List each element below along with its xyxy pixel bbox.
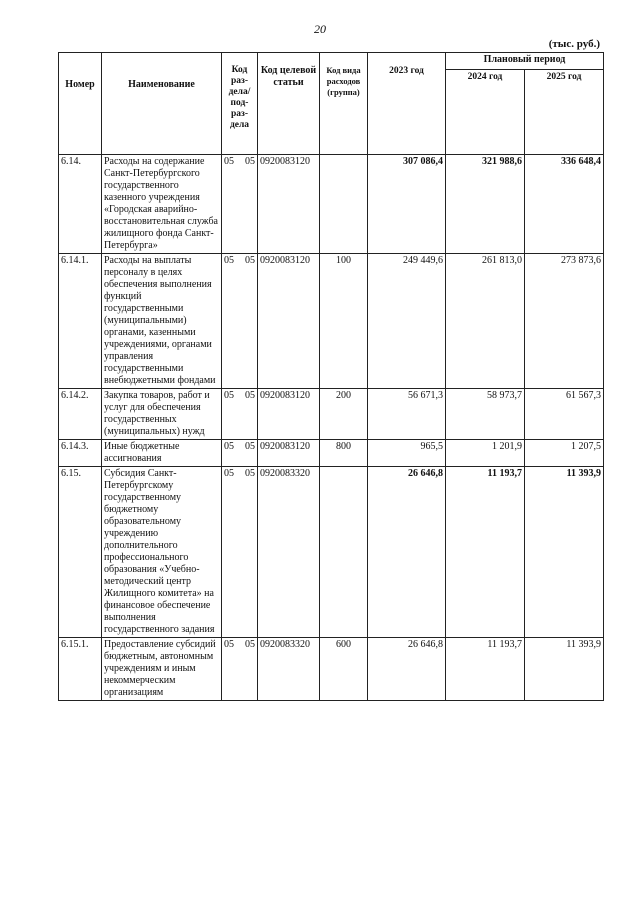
budget-table xyxy=(58,52,604,701)
table-row xyxy=(59,254,604,389)
cell-2023: 249 449,6 xyxy=(368,254,446,389)
cell-number: 6.15. xyxy=(59,467,102,638)
units-label: (тыс. руб.) xyxy=(548,38,600,50)
cell-podrazdel-code: 05 xyxy=(245,441,255,452)
cell-razdel xyxy=(222,254,258,389)
cell-vid xyxy=(320,467,368,638)
header-planned: Плановый период xyxy=(446,53,604,70)
header-vid: Код вида расходов (группа) xyxy=(320,53,368,155)
cell-podrazdel-code: 05 xyxy=(245,639,255,650)
cell-razdel-code: 05 xyxy=(224,156,234,167)
cell-name: Закупка товаров, работ и услуг для обеспечения государственных (муниципальных) нужд xyxy=(102,389,222,440)
cell-razdel xyxy=(222,440,258,467)
cell-vid: 800 xyxy=(320,440,368,467)
cell-2023: 26 646,8 xyxy=(368,638,446,701)
cell-2024: 11 193,7 xyxy=(446,467,525,638)
cell-razdel-code: 05 xyxy=(224,390,234,401)
cell-name: Предоставление субсидий бюджетным, автономным учреждениям и иным некоммерческим организациям xyxy=(102,638,222,701)
cell-podrazdel-code: 05 xyxy=(245,390,255,401)
cell-razdel xyxy=(222,155,258,254)
cell-number: 6.14.2. xyxy=(59,389,102,440)
cell-2025: 11 393,9 xyxy=(525,467,604,638)
cell-number: 6.14.3. xyxy=(59,440,102,467)
header-2023: 2023 год xyxy=(368,53,446,155)
header-number: Номер xyxy=(59,53,102,155)
cell-vid xyxy=(320,155,368,254)
cell-razdel xyxy=(222,389,258,440)
cell-number: 6.15.1. xyxy=(59,638,102,701)
cell-target: 0920083120 xyxy=(258,440,320,467)
cell-2025: 61 567,3 xyxy=(525,389,604,440)
cell-name: Расходы на выплаты персоналу в целях обеспечения выполнения функций государственными (муниципальными) органами, казенными учреждениями, органами управления государственными внебюджетными фондами xyxy=(102,254,222,389)
cell-target: 0920083120 xyxy=(258,155,320,254)
table-row xyxy=(59,467,604,638)
header-2025: 2025 год xyxy=(525,70,604,155)
cell-2024: 261 813,0 xyxy=(446,254,525,389)
page-number: 20 xyxy=(314,22,326,36)
header-name: Наименование xyxy=(102,53,222,155)
header-razdel: Код раз-дела/ под-раз-дела xyxy=(222,53,258,155)
cell-target: 0920083320 xyxy=(258,638,320,701)
cell-razdel-code: 05 xyxy=(224,441,234,452)
cell-name: Иные бюджетные ассигнования xyxy=(102,440,222,467)
cell-vid: 600 xyxy=(320,638,368,701)
cell-2024: 58 973,7 xyxy=(446,389,525,440)
cell-target: 0920083320 xyxy=(258,467,320,638)
table-row xyxy=(59,155,604,254)
cell-number: 6.14. xyxy=(59,155,102,254)
cell-2023: 307 086,4 xyxy=(368,155,446,254)
cell-vid: 200 xyxy=(320,389,368,440)
cell-2023: 56 671,3 xyxy=(368,389,446,440)
cell-number: 6.14.1. xyxy=(59,254,102,389)
cell-2023: 965,5 xyxy=(368,440,446,467)
cell-vid: 100 xyxy=(320,254,368,389)
cell-target: 0920083120 xyxy=(258,254,320,389)
table-row xyxy=(59,440,604,467)
cell-2023: 26 646,8 xyxy=(368,467,446,638)
cell-2025: 11 393,9 xyxy=(525,638,604,701)
cell-2024: 1 201,9 xyxy=(446,440,525,467)
cell-2025: 336 648,4 xyxy=(525,155,604,254)
cell-razdel-code: 05 xyxy=(224,639,234,650)
cell-podrazdel-code: 05 xyxy=(245,255,255,266)
cell-razdel xyxy=(222,467,258,638)
cell-razdel-code: 05 xyxy=(224,255,234,266)
cell-2024: 321 988,6 xyxy=(446,155,525,254)
cell-podrazdel-code: 05 xyxy=(245,468,255,479)
table-row xyxy=(59,638,604,701)
cell-2025: 1 207,5 xyxy=(525,440,604,467)
cell-2025: 273 873,6 xyxy=(525,254,604,389)
cell-podrazdel-code: 05 xyxy=(245,156,255,167)
cell-2024: 11 193,7 xyxy=(446,638,525,701)
cell-razdel-code: 05 xyxy=(224,468,234,479)
cell-name: Расходы на содержание Санкт-Петербургского государственного казенного учреждения «Городская аварийно-восстановительная служба жилищного фонда Санкт-Петербурга» xyxy=(102,155,222,254)
cell-target: 0920083120 xyxy=(258,389,320,440)
header-target: Код целевой статьи xyxy=(258,53,320,155)
header-2024: 2024 год xyxy=(446,70,525,155)
cell-name: Субсидия Санкт-Петербургскому государственному бюджетному образовательному учреждению дополнительного профессионального образования «Учебно-методический центр Жилищного комитета» на финансовое обеспечение выполнения государственного задания xyxy=(102,467,222,638)
cell-razdel xyxy=(222,638,258,701)
table-row xyxy=(59,389,604,440)
